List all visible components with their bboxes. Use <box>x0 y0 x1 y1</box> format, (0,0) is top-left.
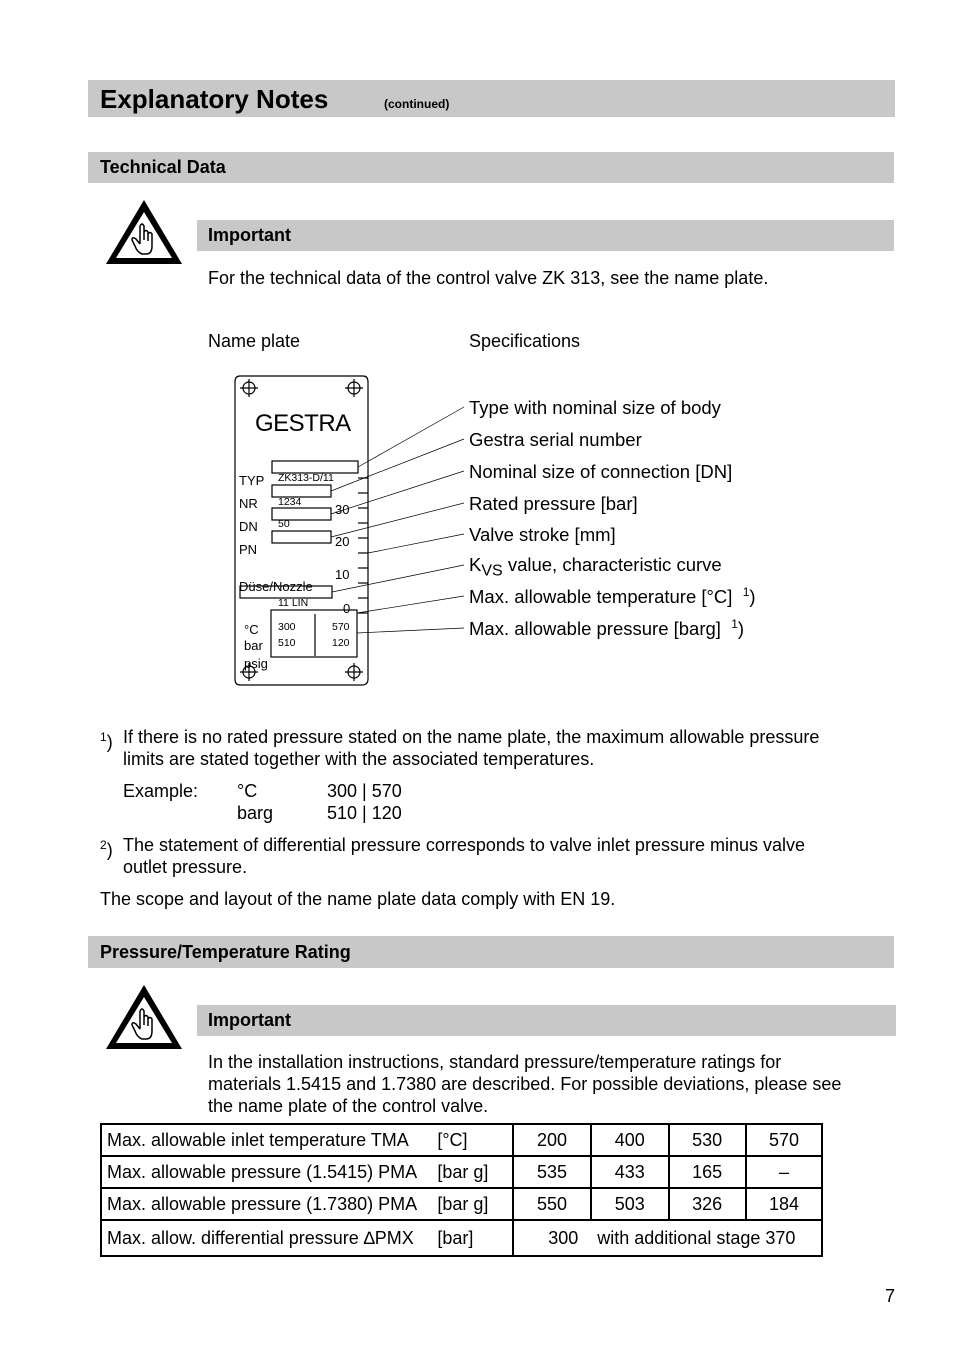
spec-kvs-rest: value, characteristic curve <box>502 554 722 575</box>
pt-important-line3: the name plate of the control valve. <box>208 1096 489 1116</box>
page-title-continued: (continued) <box>384 97 450 111</box>
warning-hand-icon <box>102 981 186 1053</box>
row-label: Max. allowable inlet temperature TMA <box>101 1124 435 1156</box>
spec-serial: Gestra serial number <box>469 429 642 450</box>
table-row <box>101 1188 895 1220</box>
row-unit: [bar] <box>435 1220 513 1256</box>
np-typ-value: ZK313-D/11 <box>278 472 334 484</box>
example-unit-barg: barg <box>237 803 274 823</box>
table-row <box>101 1220 895 1256</box>
spec-max-temp-note: 1 <box>742 585 750 599</box>
footnote-2-line2: outlet pressure. <box>123 857 248 877</box>
cell-value: 503 <box>591 1188 669 1220</box>
cell-value: 400 <box>591 1124 669 1156</box>
footnote-1-line2: limits are stated together with the associated temperatures. <box>123 749 595 769</box>
np-scale-30: 30 <box>335 502 350 517</box>
technical-data-heading: Technical Data <box>100 157 226 177</box>
np-dn-value: 50 <box>278 518 290 530</box>
spec-max-temp-text: Max. allowable temperature [°C] <box>469 586 733 608</box>
page-title: Explanatory Notes <box>100 84 329 114</box>
footnote-1-line1: If there is no rated pressure stated on the name plate, the maximum allowable pressure <box>123 727 820 747</box>
np-nr-value: 1234 <box>278 496 302 508</box>
scope-text: The scope and layout of the name plate data comply with EN 19. <box>100 889 616 909</box>
row-label: Max. allow. differential pressure ∆PMX <box>101 1220 435 1256</box>
table-row <box>101 1124 895 1156</box>
spec-max-temp: Max. allowable temperature [°C] $^1$) <box>469 585 756 608</box>
important-label-2: Important <box>208 1010 291 1030</box>
spec-rated-pressure: Rated pressure [bar] <box>469 493 638 514</box>
cell-value: 326 <box>669 1188 746 1220</box>
important-bar-2 <box>197 1005 896 1036</box>
cell-value: 200 <box>513 1124 591 1156</box>
np-scale-20: 20 <box>335 534 350 549</box>
example-value-barg: 510 | 120 <box>327 803 402 823</box>
footnote-1-num: 1 <box>100 730 107 744</box>
np-scale-0: 0 <box>343 601 351 616</box>
nameplate-caption: Name plate <box>208 331 301 351</box>
spec-kvs-sub: VS <box>481 562 503 580</box>
np-pn-label: PN <box>239 542 258 557</box>
np-unit-psig: psig <box>244 656 268 671</box>
spec-kvs <box>469 554 722 581</box>
example-label: Example: <box>123 781 199 801</box>
np-temp-right-bar: 120 <box>332 637 350 649</box>
gestra-logo: GESTRA <box>255 410 351 437</box>
pt-important-line1: In the installation instructions, standard pressure/temperature ratings for <box>208 1052 782 1072</box>
example-value-c: 300 | 570 <box>327 781 402 801</box>
diff-pressure-extra: with additional stage 370 <box>597 1227 796 1248</box>
np-unit-c: °C <box>244 622 259 637</box>
diff-pressure-value: 300 <box>548 1227 579 1248</box>
cell-value: 165 <box>669 1156 746 1188</box>
footnote-1-marker: $^1$) <box>100 730 113 752</box>
footnote-2-line1: The statement of differential pressure corresponds to valve inlet pressure minus valve <box>123 835 806 855</box>
table-row <box>101 1156 895 1188</box>
footnote-2-num: 2 <box>100 838 107 852</box>
example-unit-c: °C <box>237 781 258 801</box>
spec-max-press-note: 1 <box>731 617 738 631</box>
pt-rating-table <box>100 1123 896 1257</box>
cell-value: 550 <box>513 1188 591 1220</box>
cell-value: 535 <box>513 1156 591 1188</box>
spec-kvs-k: K <box>469 554 482 575</box>
np-nozzle-value: 11 LIN <box>278 597 309 609</box>
row-unit: [°C] <box>435 1124 513 1156</box>
row-unit: [bar g] <box>435 1156 513 1188</box>
row-label: Max. allowable pressure (1.7380) PMA <box>101 1188 435 1220</box>
spec-max-press-text: Max. allowable pressure [barg] <box>469 618 721 640</box>
np-unit-bar: bar <box>244 638 263 653</box>
spec-dn: Nominal size of connection [DN] <box>469 461 733 482</box>
np-nozzle-label: Düse/Nozzle <box>239 579 313 594</box>
cell-value: 433 <box>591 1156 669 1188</box>
cell-value: 530 <box>669 1124 746 1156</box>
cell-value: 184 <box>746 1188 823 1220</box>
cell-value: – <box>746 1156 823 1188</box>
np-nr-label: NR <box>239 496 258 511</box>
important-text: For the technical data of the control valve ZK 313, see the name plate. <box>208 268 769 288</box>
pt-rating-heading: Pressure/Temperature Rating <box>100 942 351 962</box>
row-unit: [bar g] <box>435 1188 513 1220</box>
np-typ-label: TYP <box>239 473 265 488</box>
page-number: 7 <box>885 1286 896 1306</box>
row-label: Max. allowable pressure (1.5415) PMA <box>101 1156 435 1188</box>
pt-important-line2: materials 1.5415 and 1.7380 are described. For possible deviations, please see <box>208 1074 842 1094</box>
spec-max-press: Max. allowable pressure [barg] $^1$) <box>469 617 745 640</box>
spec-type: Type with nominal size of body <box>469 397 721 418</box>
np-temp-left-c: 300 <box>278 621 296 633</box>
spec-valve-stroke: Valve stroke [mm] <box>469 524 616 545</box>
specifications-caption: Specifications <box>469 331 581 351</box>
important-label: Important <box>208 225 291 245</box>
np-temp-right-c: 570 <box>332 621 350 633</box>
diff-pressure-cell <box>513 1220 822 1256</box>
np-temp-left-bar: 510 <box>278 637 296 649</box>
footnote-2-marker: $^2$) <box>100 838 113 860</box>
np-dn-label: DN <box>239 519 258 534</box>
np-scale-10: 10 <box>335 567 350 582</box>
cell-value: 570 <box>746 1124 823 1156</box>
